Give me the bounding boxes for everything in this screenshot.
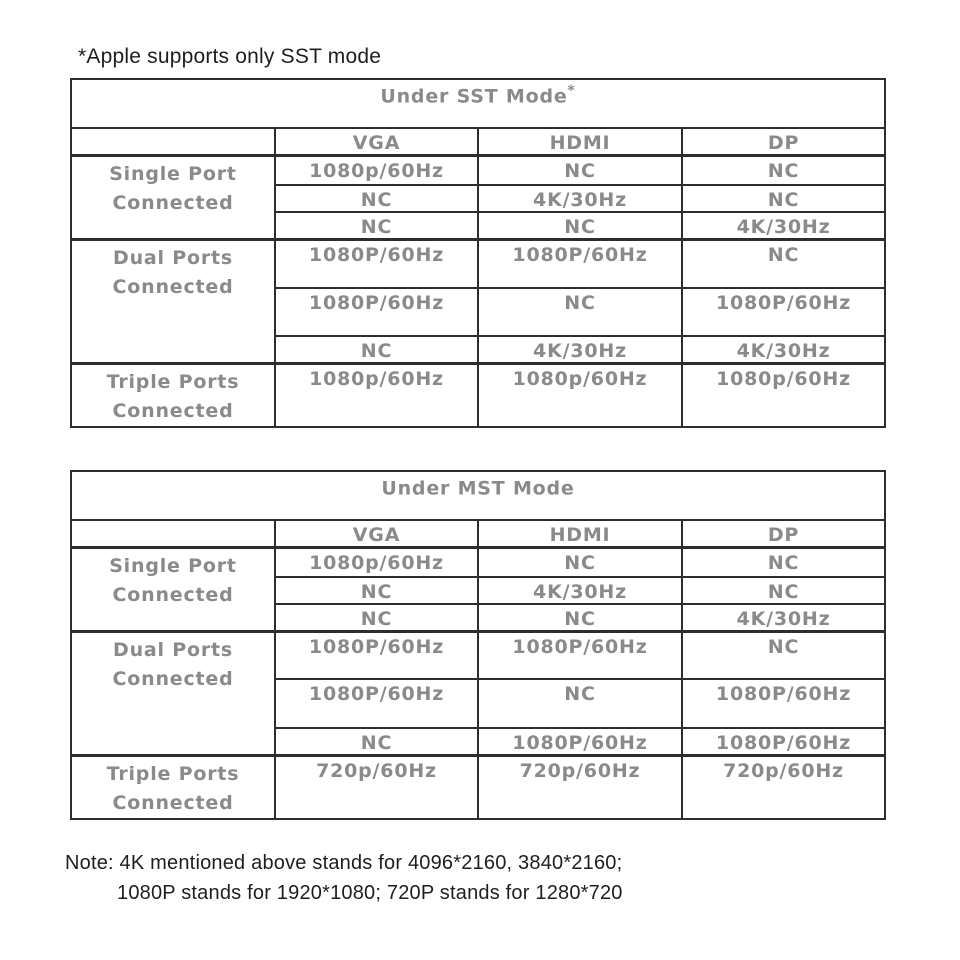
value-cell: 1080P/60Hz bbox=[275, 631, 478, 679]
row-group-label-dual-ports bbox=[71, 631, 275, 756]
table-row bbox=[71, 548, 885, 577]
group-label-line2: Connected bbox=[112, 792, 234, 814]
column-header-hdmi: HDMI bbox=[478, 128, 682, 156]
group-label-line1: Triple Ports bbox=[106, 763, 240, 785]
value-cell: 4K/30Hz bbox=[478, 185, 682, 212]
row-group-label-dual-ports bbox=[71, 239, 275, 364]
value-cell: NC bbox=[478, 288, 682, 336]
table-row bbox=[71, 239, 885, 288]
value-cell: NC bbox=[478, 548, 682, 577]
value-cell: 1080P/60Hz bbox=[478, 728, 682, 756]
group-label-line1: Single Port bbox=[109, 163, 237, 185]
sst-title-row bbox=[71, 79, 885, 128]
group-label-line1: Single Port bbox=[109, 555, 237, 577]
value-cell: NC bbox=[682, 548, 885, 577]
footnote-line-1: Note: 4K mentioned above stands for 4096*2160, 3840*2160; bbox=[65, 852, 623, 874]
footnote-line-2: 1080P stands for 1920*1080; 720P stands for 1280*720 bbox=[117, 882, 623, 904]
row-group-label-single-port bbox=[71, 156, 275, 240]
value-cell: 1080p/60Hz bbox=[275, 364, 478, 428]
table-row bbox=[71, 756, 885, 820]
value-cell: 720p/60Hz bbox=[682, 756, 885, 820]
column-header-dp: DP bbox=[682, 520, 885, 548]
value-cell: 4K/30Hz bbox=[682, 336, 885, 364]
value-cell: NC bbox=[478, 212, 682, 240]
value-cell: 1080P/60Hz bbox=[682, 728, 885, 756]
value-cell: 1080p/60Hz bbox=[682, 364, 885, 428]
value-cell: NC bbox=[682, 631, 885, 679]
column-header-vga: VGA bbox=[275, 520, 478, 548]
group-label-line1: Dual Ports bbox=[113, 638, 233, 661]
group-label-line1: Dual Ports bbox=[113, 246, 233, 269]
value-cell: NC bbox=[478, 604, 682, 632]
value-cell: 1080P/60Hz bbox=[478, 239, 682, 288]
group-label-line2: Connected bbox=[112, 584, 234, 606]
value-cell: NC bbox=[478, 156, 682, 185]
sst-title-asterisk: * bbox=[567, 83, 576, 99]
value-cell: NC bbox=[682, 577, 885, 604]
sst-mode-table bbox=[70, 78, 886, 428]
value-cell: NC bbox=[682, 156, 885, 185]
group-label-line2: Connected bbox=[112, 275, 234, 298]
value-cell: NC bbox=[275, 577, 478, 604]
value-cell: 1080P/60Hz bbox=[682, 288, 885, 336]
apple-sst-note: *Apple supports only SST mode bbox=[78, 45, 382, 68]
sst-table-title bbox=[71, 79, 885, 128]
value-cell: 720p/60Hz bbox=[478, 756, 682, 820]
sst-title-text: Under SST Mode bbox=[380, 85, 568, 108]
corner-cell bbox=[71, 520, 275, 548]
table-row bbox=[71, 156, 885, 185]
column-header-dp: DP bbox=[682, 128, 885, 156]
column-header-hdmi: HDMI bbox=[478, 520, 682, 548]
group-label-line2: Connected bbox=[112, 192, 234, 214]
value-cell: NC bbox=[275, 212, 478, 240]
corner-cell bbox=[71, 128, 275, 156]
value-cell: 720p/60Hz bbox=[275, 756, 478, 820]
group-label-line1: Triple Ports bbox=[106, 371, 240, 393]
group-label-line2: Connected bbox=[112, 400, 234, 422]
value-cell: NC bbox=[478, 679, 682, 728]
mst-column-header-row bbox=[71, 520, 885, 548]
value-cell: 1080P/60Hz bbox=[275, 679, 478, 728]
value-cell: 1080P/60Hz bbox=[478, 631, 682, 679]
row-group-label-triple-ports bbox=[71, 364, 275, 428]
column-header-vga: VGA bbox=[275, 128, 478, 156]
value-cell: NC bbox=[275, 728, 478, 756]
table-row bbox=[71, 631, 885, 679]
mst-mode-table bbox=[70, 470, 886, 820]
value-cell: 1080p/60Hz bbox=[275, 548, 478, 577]
value-cell: 4K/30Hz bbox=[682, 604, 885, 632]
table-row bbox=[71, 364, 885, 428]
value-cell: 4K/30Hz bbox=[478, 577, 682, 604]
row-group-label-triple-ports bbox=[71, 756, 275, 820]
value-cell: 4K/30Hz bbox=[478, 336, 682, 364]
sst-column-header-row bbox=[71, 128, 885, 156]
mst-title-row bbox=[71, 471, 885, 520]
value-cell: NC bbox=[682, 185, 885, 212]
value-cell: 1080P/60Hz bbox=[682, 679, 885, 728]
value-cell: 1080p/60Hz bbox=[478, 364, 682, 428]
value-cell: NC bbox=[682, 239, 885, 288]
value-cell: NC bbox=[275, 604, 478, 632]
row-group-label-single-port bbox=[71, 548, 275, 632]
value-cell: 1080P/60Hz bbox=[275, 288, 478, 336]
group-label-line2: Connected bbox=[112, 667, 234, 690]
value-cell: 4K/30Hz bbox=[682, 212, 885, 240]
mst-table-title bbox=[71, 471, 885, 520]
value-cell: 1080p/60Hz bbox=[275, 156, 478, 185]
value-cell: 1080P/60Hz bbox=[275, 239, 478, 288]
value-cell: NC bbox=[275, 336, 478, 364]
value-cell: NC bbox=[275, 185, 478, 212]
resolution-footnote bbox=[65, 848, 623, 908]
mst-title-text: Under MST Mode bbox=[381, 477, 575, 500]
